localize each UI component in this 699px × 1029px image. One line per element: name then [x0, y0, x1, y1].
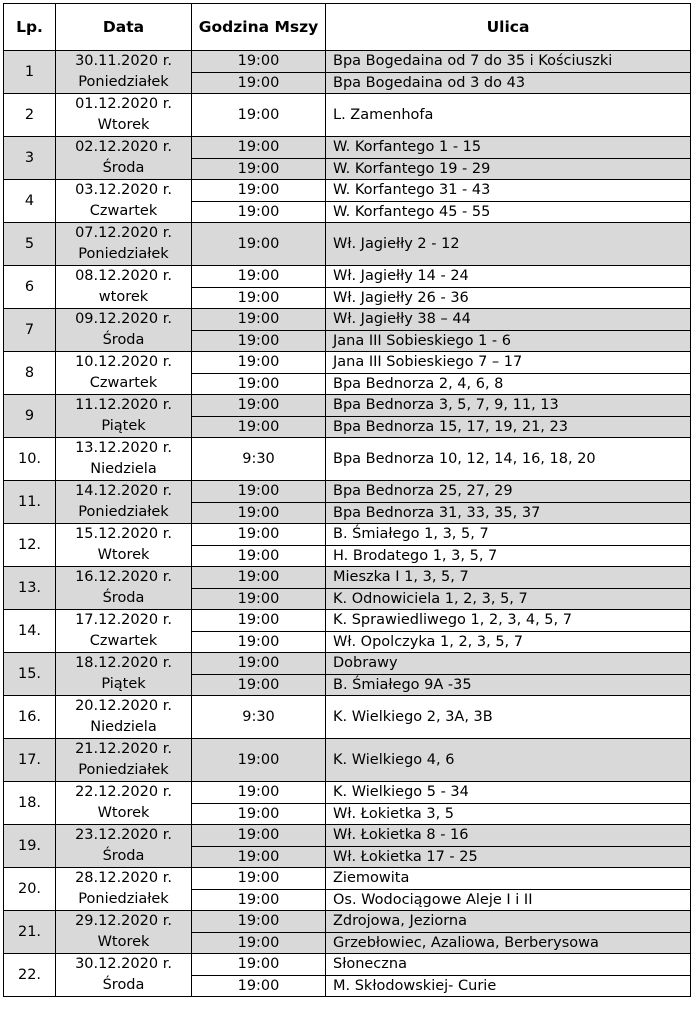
header-lp: Lp.: [4, 4, 56, 51]
street-cell: Wł. Łokietka 8 - 16: [326, 825, 691, 847]
street-cell: W. Korfantego 1 - 15: [326, 137, 691, 159]
date-cell: [56, 911, 192, 954]
street-cell: Wł. Łokietka 17 - 25: [326, 846, 691, 868]
date-text: 20.12.2020 r.: [75, 698, 172, 714]
table-row: [4, 954, 691, 976]
table-row: [4, 51, 691, 73]
date-cell: [56, 180, 192, 223]
street-cell: Bpa Bednorza 10, 12, 14, 16, 18, 20: [326, 438, 691, 481]
header-date: Data: [56, 4, 192, 51]
street-cell: Słoneczna: [326, 954, 691, 976]
street-cell: W. Korfantego 45 - 55: [326, 201, 691, 223]
date-cell: [56, 567, 192, 610]
row-number: 13.: [4, 567, 56, 610]
mass-time-cell: 19:00: [192, 739, 326, 782]
mass-time-cell: 9:30: [192, 438, 326, 481]
street-cell: Wł. Jagiełły 2 - 12: [326, 223, 691, 266]
date-cell: [56, 51, 192, 94]
table-row: [4, 94, 691, 137]
table-row: [4, 567, 691, 589]
mass-time-cell: 19:00: [192, 545, 326, 567]
weekday-text: Niedziela: [90, 461, 157, 477]
date-cell: [56, 696, 192, 739]
date-text: 10.12.2020 r.: [75, 354, 172, 370]
mass-time-cell: 19:00: [192, 94, 326, 137]
mass-time-cell: 19:00: [192, 889, 326, 911]
date-cell: [56, 653, 192, 696]
date-text: 07.12.2020 r.: [75, 225, 172, 241]
mass-time-cell: 19:00: [192, 352, 326, 374]
date-cell: [56, 223, 192, 266]
weekday-text: Wtorek: [97, 934, 150, 950]
date-text: 18.12.2020 r.: [75, 655, 172, 671]
date-cell: [56, 782, 192, 825]
mass-time-cell: 19:00: [192, 567, 326, 589]
street-cell: Wł. Łokietka 3, 5: [326, 803, 691, 825]
street-cell: K. Odnowiciela 1, 2, 3, 5, 7: [326, 588, 691, 610]
date-cell: [56, 610, 192, 653]
table-row: [4, 739, 691, 782]
mass-time-cell: 19:00: [192, 266, 326, 288]
table-row: [4, 610, 691, 632]
schedule-container: [3, 3, 691, 997]
row-number: 2: [4, 94, 56, 137]
table-row: [4, 266, 691, 288]
date-cell: [56, 266, 192, 309]
table-row: [4, 395, 691, 417]
street-cell: K. Wielkiego 5 - 34: [326, 782, 691, 804]
street-cell: H. Brodatego 1, 3, 5, 7: [326, 545, 691, 567]
mass-time-cell: 19:00: [192, 158, 326, 180]
row-number: 1: [4, 51, 56, 94]
table-row: [4, 137, 691, 159]
date-text: 16.12.2020 r.: [75, 569, 172, 585]
table-row: [4, 352, 691, 374]
weekday-text: Wtorek: [97, 547, 150, 563]
table-row: [4, 696, 691, 739]
street-cell: Bpa Bednorza 31, 33, 35, 37: [326, 502, 691, 524]
date-text: 13.12.2020 r.: [75, 440, 172, 456]
mass-time-cell: 19:00: [192, 911, 326, 933]
mass-time-cell: 19:00: [192, 481, 326, 503]
weekday-text: Piątek: [101, 676, 146, 692]
row-number: 6: [4, 266, 56, 309]
table-row: [4, 309, 691, 331]
mass-time-cell: 19:00: [192, 72, 326, 94]
street-cell: Bpa Bogedaina od 7 do 35 i Kościuszki: [326, 51, 691, 73]
date-text: 30.11.2020 r.: [75, 53, 172, 69]
date-text: 11.12.2020 r.: [75, 397, 172, 413]
street-cell: K. Sprawiedliwego 1, 2, 3, 4, 5, 7: [326, 610, 691, 632]
street-cell: Dobrawy: [326, 653, 691, 675]
street-cell: Ziemowita: [326, 868, 691, 890]
date-text: 30.12.2020 r.: [75, 956, 172, 972]
street-cell: B. Śmiałego 1, 3, 5, 7: [326, 524, 691, 546]
mass-time-cell: 19:00: [192, 975, 326, 997]
table-row: [4, 481, 691, 503]
street-cell: Bpa Bednorza 15, 17, 19, 21, 23: [326, 416, 691, 438]
street-cell: Mieszka I 1, 3, 5, 7: [326, 567, 691, 589]
row-number: 3: [4, 137, 56, 180]
street-cell: Grzebłowiec, Azaliowa, Berberysowa: [326, 932, 691, 954]
mass-time-cell: 19:00: [192, 395, 326, 417]
date-cell: [56, 524, 192, 567]
mass-time-cell: 9:30: [192, 696, 326, 739]
row-number: 5: [4, 223, 56, 266]
weekday-text: Wtorek: [97, 805, 150, 821]
street-cell: K. Wielkiego 2, 3A, 3B: [326, 696, 691, 739]
header-mass-time: Godzina Mszy: [192, 4, 326, 51]
date-text: 02.12.2020 r.: [75, 139, 172, 155]
street-cell: Jana III Sobieskiego 1 - 6: [326, 330, 691, 352]
date-text: 15.12.2020 r.: [75, 526, 172, 542]
table-row: [4, 911, 691, 933]
row-number: 12.: [4, 524, 56, 567]
street-cell: Bpa Bednorza 2, 4, 6, 8: [326, 373, 691, 395]
mass-time-cell: 19:00: [192, 223, 326, 266]
row-number: 22.: [4, 954, 56, 997]
street-cell: W. Korfantego 31 - 43: [326, 180, 691, 202]
date-text: 09.12.2020 r.: [75, 311, 172, 327]
table-row: [4, 868, 691, 890]
date-text: 08.12.2020 r.: [75, 268, 172, 284]
date-cell: [56, 395, 192, 438]
row-number: 16.: [4, 696, 56, 739]
weekday-text: Środa: [102, 590, 145, 606]
street-cell: B. Śmiałego 9A -35: [326, 674, 691, 696]
street-cell: Zdrojowa, Jeziorna: [326, 911, 691, 933]
table-row: [4, 524, 691, 546]
mass-time-cell: 19:00: [192, 524, 326, 546]
street-cell: W. Korfantego 19 - 29: [326, 158, 691, 180]
weekday-text: wtorek: [98, 289, 149, 305]
date-text: 29.12.2020 r.: [75, 913, 172, 929]
mass-time-cell: 19:00: [192, 330, 326, 352]
street-cell: Jana III Sobieskiego 7 – 17: [326, 352, 691, 374]
date-cell: [56, 481, 192, 524]
mass-time-cell: 19:00: [192, 588, 326, 610]
date-text: 14.12.2020 r.: [75, 483, 172, 499]
date-cell: [56, 825, 192, 868]
weekday-text: Środa: [102, 160, 145, 176]
row-number: 11.: [4, 481, 56, 524]
mass-time-cell: 19:00: [192, 51, 326, 73]
date-cell: [56, 137, 192, 180]
date-cell: [56, 309, 192, 352]
row-number: 17.: [4, 739, 56, 782]
mass-time-cell: 19:00: [192, 846, 326, 868]
mass-time-cell: 19:00: [192, 309, 326, 331]
table-row: [4, 782, 691, 804]
date-cell: [56, 352, 192, 395]
weekday-text: Środa: [102, 332, 145, 348]
mass-time-cell: 19:00: [192, 803, 326, 825]
weekday-text: Wtorek: [97, 117, 150, 133]
row-number: 10.: [4, 438, 56, 481]
date-cell: [56, 739, 192, 782]
weekday-text: Czwartek: [89, 633, 158, 649]
mass-time-cell: 19:00: [192, 868, 326, 890]
row-number: 18.: [4, 782, 56, 825]
date-text: 23.12.2020 r.: [75, 827, 172, 843]
mass-time-cell: 19:00: [192, 825, 326, 847]
weekday-text: Czwartek: [89, 375, 158, 391]
street-cell: Wł. Jagiełły 38 – 44: [326, 309, 691, 331]
street-cell: Bpa Bednorza 3, 5, 7, 9, 11, 13: [326, 395, 691, 417]
mass-time-cell: 19:00: [192, 416, 326, 438]
date-text: 01.12.2020 r.: [75, 96, 172, 112]
weekday-text: Czwartek: [89, 203, 158, 219]
row-number: 14.: [4, 610, 56, 653]
date-text: 03.12.2020 r.: [75, 182, 172, 198]
header-row: [4, 4, 691, 51]
mass-time-cell: 19:00: [192, 932, 326, 954]
date-text: 17.12.2020 r.: [75, 612, 172, 628]
mass-time-cell: 19:00: [192, 201, 326, 223]
mass-time-cell: 19:00: [192, 137, 326, 159]
street-cell: Wł. Opolczyka 1, 2, 3, 5, 7: [326, 631, 691, 653]
row-number: 7: [4, 309, 56, 352]
row-number: 4: [4, 180, 56, 223]
date-cell: [56, 954, 192, 997]
date-text: 21.12.2020 r.: [75, 741, 172, 757]
row-number: 20.: [4, 868, 56, 911]
weekday-text: Środa: [102, 848, 145, 864]
mass-time-cell: 19:00: [192, 287, 326, 309]
row-number: 19.: [4, 825, 56, 868]
street-cell: L. Zamenhofa: [326, 94, 691, 137]
weekday-text: Poniedziałek: [78, 891, 169, 907]
table-row: [4, 180, 691, 202]
weekday-text: Piątek: [101, 418, 146, 434]
date-cell: [56, 438, 192, 481]
street-cell: Wł. Jagiełły 14 - 24: [326, 266, 691, 288]
street-cell: M. Skłodowskiej- Curie: [326, 975, 691, 997]
date-cell: [56, 868, 192, 911]
mass-time-cell: 19:00: [192, 954, 326, 976]
table-row: [4, 653, 691, 675]
mass-time-cell: 19:00: [192, 653, 326, 675]
street-cell: Os. Wodociągowe Aleje I i II: [326, 889, 691, 911]
mass-time-cell: 19:00: [192, 674, 326, 696]
mass-time-cell: 19:00: [192, 180, 326, 202]
mass-time-cell: 19:00: [192, 502, 326, 524]
weekday-text: Poniedziałek: [78, 74, 169, 90]
weekday-text: Poniedziałek: [78, 504, 169, 520]
street-cell: Bpa Bednorza 25, 27, 29: [326, 481, 691, 503]
street-cell: Bpa Bogedaina od 3 do 43: [326, 72, 691, 94]
weekday-text: Poniedziałek: [78, 762, 169, 778]
date-text: 28.12.2020 r.: [75, 870, 172, 886]
mass-time-cell: 19:00: [192, 782, 326, 804]
row-number: 21.: [4, 911, 56, 954]
street-cell: Wł. Jagiełły 26 - 36: [326, 287, 691, 309]
schedule-body: [4, 51, 691, 997]
date-text: 22.12.2020 r.: [75, 784, 172, 800]
table-row: [4, 825, 691, 847]
table-row: [4, 438, 691, 481]
weekday-text: Poniedziałek: [78, 246, 169, 262]
mass-schedule-table: [3, 3, 691, 997]
row-number: 9: [4, 395, 56, 438]
mass-time-cell: 19:00: [192, 631, 326, 653]
street-cell: K. Wielkiego 4, 6: [326, 739, 691, 782]
row-number: 8: [4, 352, 56, 395]
mass-time-cell: 19:00: [192, 373, 326, 395]
mass-time-cell: 19:00: [192, 610, 326, 632]
table-row: [4, 223, 691, 266]
weekday-text: Środa: [102, 977, 145, 993]
row-number: 15.: [4, 653, 56, 696]
date-cell: [56, 94, 192, 137]
header-street: Ulica: [326, 4, 691, 51]
weekday-text: Niedziela: [90, 719, 157, 735]
